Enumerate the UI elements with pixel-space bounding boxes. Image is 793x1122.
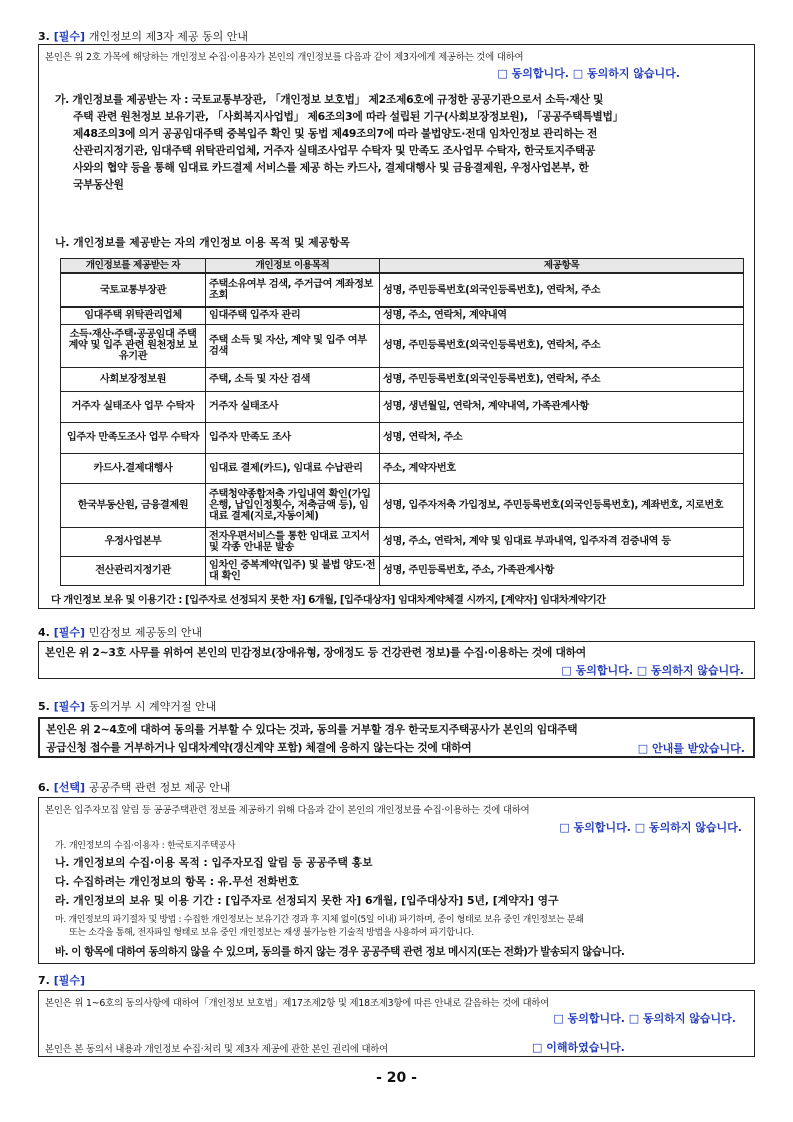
table-row [61,324,744,367]
understood-option[interactable]: □ 이해하였습니다. [532,1041,625,1054]
recipients-paragraph [55,91,755,193]
section-title: 민감정보 제공동의 안내 [88,626,203,639]
section-3-heading [38,28,248,44]
section-7-heading [38,972,85,988]
sensitive-info-text: 본인은 위 2~3호 사무를 위하여 본인의 민감정보(장애유형, 장애정도 등 건강관련 정보)를 수집·이용하는 것에 대하여 [45,646,586,659]
table-row [61,556,744,585]
recipient-cell: 거주자 실태조사 업무 수탁자 [61,391,206,422]
intro-text: 본인은 위 2호 가목에 해당하는 개인정보 수집·이용자가 본인의 개인정보를 다음과 같이 제3자에게 제공하는 것에 대하여 [45,52,524,63]
items-cell: 성명, 생년월일, 연락처, 계약내역, 가족관계사항 [380,391,744,422]
purpose-cell: 임대료 결제(카드), 임대료 수납관리 [206,453,380,483]
paragraph-line: 산관리지정기관, 임대주택 위탁관리업체, 거주자 실태조사업무 수탁자 및 만족도 조사업무 수탁자, 한국토지주택공 [73,144,596,157]
table-row [61,307,744,324]
purpose-cell: 전자우편서비스를 통한 임대료 고지서 및 각종 안내문 발송 [206,527,380,556]
column-header: 제공항목 [380,259,744,274]
required-tag: [필수] [53,30,85,43]
paragraph-line: 국부동산원 [73,178,124,191]
recipient-cell: 우정사업본부 [61,527,206,556]
recipient-table [60,258,744,586]
purpose-cell: 거주자 실태조사 [206,391,380,422]
consent-options[interactable]: □ 동의합니다. □ 동의하지 않습니다. [497,67,680,80]
section-number: 7. [38,974,50,987]
section-number: 6. [38,781,50,794]
column-header: 개인정보를 제공받는 자 [61,259,206,274]
purpose-line: 나. 개인정보의 수집·이용 목적 : 입주자모집 알림 등 공공주택 홍보 [55,856,373,869]
recipient-cell: 사회보장정보원 [61,367,206,391]
retention-period: 다 개인정보 보유 및 이용기간 : [입주자로 선정되지 못한 자] 6개월, [입주대상자] 임대차계약체결 시까지, [계약자] 임대차계약기간 [51,595,606,606]
recipient-cell: 전산관리지정기관 [61,556,206,585]
table-row [61,527,744,556]
paragraph-line: 가. 개인정보를 제공받는 자 : 국토교통부장관, 「개인정보 보호법」 제2조제6호에 규정한 공공기관으로서 소득·재산 및 [55,93,604,106]
refusal-text: 공급신청 접수를 거부하거나 임대차계약(갱신계약 포함) 체결에 응하지 않는다는 것에 대하여 [46,741,472,754]
column-header: 개인정보 이용목적 [206,259,380,274]
section-number: 5. [38,700,50,713]
required-tag: [필수] [53,700,85,713]
retention-line: 라. 개인정보의 보유 및 이용 기간 : [입주자로 선정되지 못한 자] 6개월, [입주대상자] 5년, [계약자] 영구 [55,894,559,907]
table-row [61,391,744,422]
section-title: 공공주택 관련 정보 제공 안내 [88,781,231,794]
items-cell: 성명, 주민등록번호(외국인등록번호), 연락처, 주소 [380,324,744,367]
items-cell: 주소, 계약자번호 [380,453,744,483]
section-title: 개인정보의 제3자 제공 동의 안내 [88,30,248,43]
section-4-box [38,641,755,679]
table-row [61,422,744,453]
recipient-cell: 소득·재산·주택·공공임대 주택 계약 및 입주 관련 원천정보 보유기관 [61,324,206,367]
section-5-heading [38,698,216,714]
refusal-text: 본인은 위 2~4호에 대하여 동의를 거부할 수 있다는 것과, 동의를 거부할 경우 한국토지주택공사가 본인의 임대주택 [46,723,578,736]
purpose-cell: 주택 소득 및 자산, 계약 및 입주 여부 검색 [206,324,380,367]
required-tag: [필수] [53,974,85,987]
items-line: 다. 수집하려는 개인정보의 항목 : 유.무선 전화번호 [55,875,299,888]
recipient-cell: 한국부동산원, 금융결제원 [61,483,206,527]
destruction-line: 마. 개인정보의 파기절차 및 방법 : 수집한 개인정보는 보유기간 경과 후 지체 없이(5일 이내) 파기하며, 종이 형태로 보유 중인 개인정보는 분쇄 [55,915,584,925]
recipient-cell: 국토교통부장관 [61,273,206,307]
destruction-line: 또는 소각을 통해, 전자파일 형태로 보유 중인 개인정보는 재생 불가능한 기술적 방법을 사용하여 파기합니다. [69,928,474,938]
items-cell: 성명, 연락처, 주소 [380,422,744,453]
table-row [61,273,744,307]
subsection-title: 나. 개인정보를 제공받는 자의 개인정보 이용 목적 및 제공항목 [55,236,350,249]
paragraph-line: 주택 관련 원천정보 보유기관, 「사회복지사업법」 제6조의3에 따라 설립된 기구(사회보장정보원), 「공공주택특별법」 [73,110,624,123]
purpose-cell: 주택소유여부 검색, 주거급여 계좌정보조회 [206,273,380,307]
consent-options[interactable]: □ 동의합니다. □ 동의하지 않습니다. [561,664,744,677]
rights-text: 본인은 본 동의서 내용과 개인정보 수집·처리 및 제3자 제공에 관한 본인 권리에 대하여 [45,1044,389,1055]
purpose-cell: 주택, 소득 및 자산 검색 [206,367,380,391]
table-row [61,483,744,527]
section-4-heading [38,624,202,640]
refusal-notice: 바. 이 항목에 대하여 동의하지 않을 수 있으며, 동의를 하지 않는 경우 공공주택 관련 정보 메시지(또는 전화)가 발송되지 않습니다. [55,946,625,958]
purpose-cell: 입주자 만족도 조사 [206,422,380,453]
optional-tag: [선택] [53,781,85,794]
table-row [61,453,744,483]
table-row [61,367,744,391]
purpose-cell: 임차인 중복계약(입주) 및 불법 양도·전대 확인 [206,556,380,585]
recipient-cell: 임대주택 위탁관리업체 [61,307,206,324]
items-cell: 성명, 주소, 연락처, 계약 및 임대료 부과내역, 입주자격 검증내역 등 [380,527,744,556]
section-number: 3. [38,30,50,43]
section-7-box [38,990,755,1057]
recipient-cell: 입주자 만족도조사 업무 수탁자 [61,422,206,453]
purpose-cell: 주택청약종합저축 가입내역 확인(가입은행, 납입인정횟수, 저축금액 등), 임대료 결제(지로,자동이체) [206,483,380,527]
section-6-box [38,797,755,964]
required-tag: [필수] [53,626,85,639]
acknowledge-option[interactable]: □ 안내를 받았습니다. [637,742,745,755]
consent-options[interactable]: □ 동의합니다. □ 동의하지 않습니다. [553,1012,736,1025]
section-number: 4. [38,626,50,639]
collector-line: 가. 개인정보의 수집·이용자 : 한국토지주택공사 [55,841,236,851]
items-cell: 성명, 입주자저축 가입정보, 주민등록번호(외국인등록번호), 계좌번호, 지로번호 [380,483,744,527]
section-title: 동의거부 시 계약거절 안내 [88,700,217,713]
items-cell: 성명, 주민등록번호(외국인등록번호), 연락처, 주소 [380,367,744,391]
consent-options[interactable]: □ 동의합니다. □ 동의하지 않습니다. [559,821,742,834]
items-cell: 성명, 주민등록번호, 주소, 가족관계사항 [380,556,744,585]
purpose-cell: 임대주택 입주자 관리 [206,307,380,324]
summary-text: 본인은 위 1~6호의 동의사항에 대하여「개인정보 보호법」제17조제2항 및 제18조제3항에 따른 안내로 갈음하는 것에 대하여 [45,998,550,1009]
items-cell: 성명, 주소, 연락처, 계약내역 [380,307,744,324]
section-6-heading [38,779,230,795]
recipient-cell: 카드사.결제대행사 [61,453,206,483]
page-number: - 20 - [376,1070,417,1086]
paragraph-line: 사와의 협약 등을 통해 임대료 카드결제 서비스를 제공 하는 카드사, 결제대행사 및 금융결제원, 우정사업본부, 한 [73,161,589,174]
intro-text: 본인은 입주자모집 알림 등 공공주택관련 정보를 제공하기 위해 다음과 같이 본인의 개인정보를 수집·이용하는 것에 대하여 [45,805,530,816]
paragraph-line: 제48조의3에 의거 공공임대주택 중복입주 확인 및 동법 제49조의7에 따라 불법양도·전대 임차인정보 관리하는 전 [73,127,598,140]
items-cell: 성명, 주민등록번호(외국인등록번호), 연락처, 주소 [380,273,744,307]
section-5-box [38,717,755,758]
